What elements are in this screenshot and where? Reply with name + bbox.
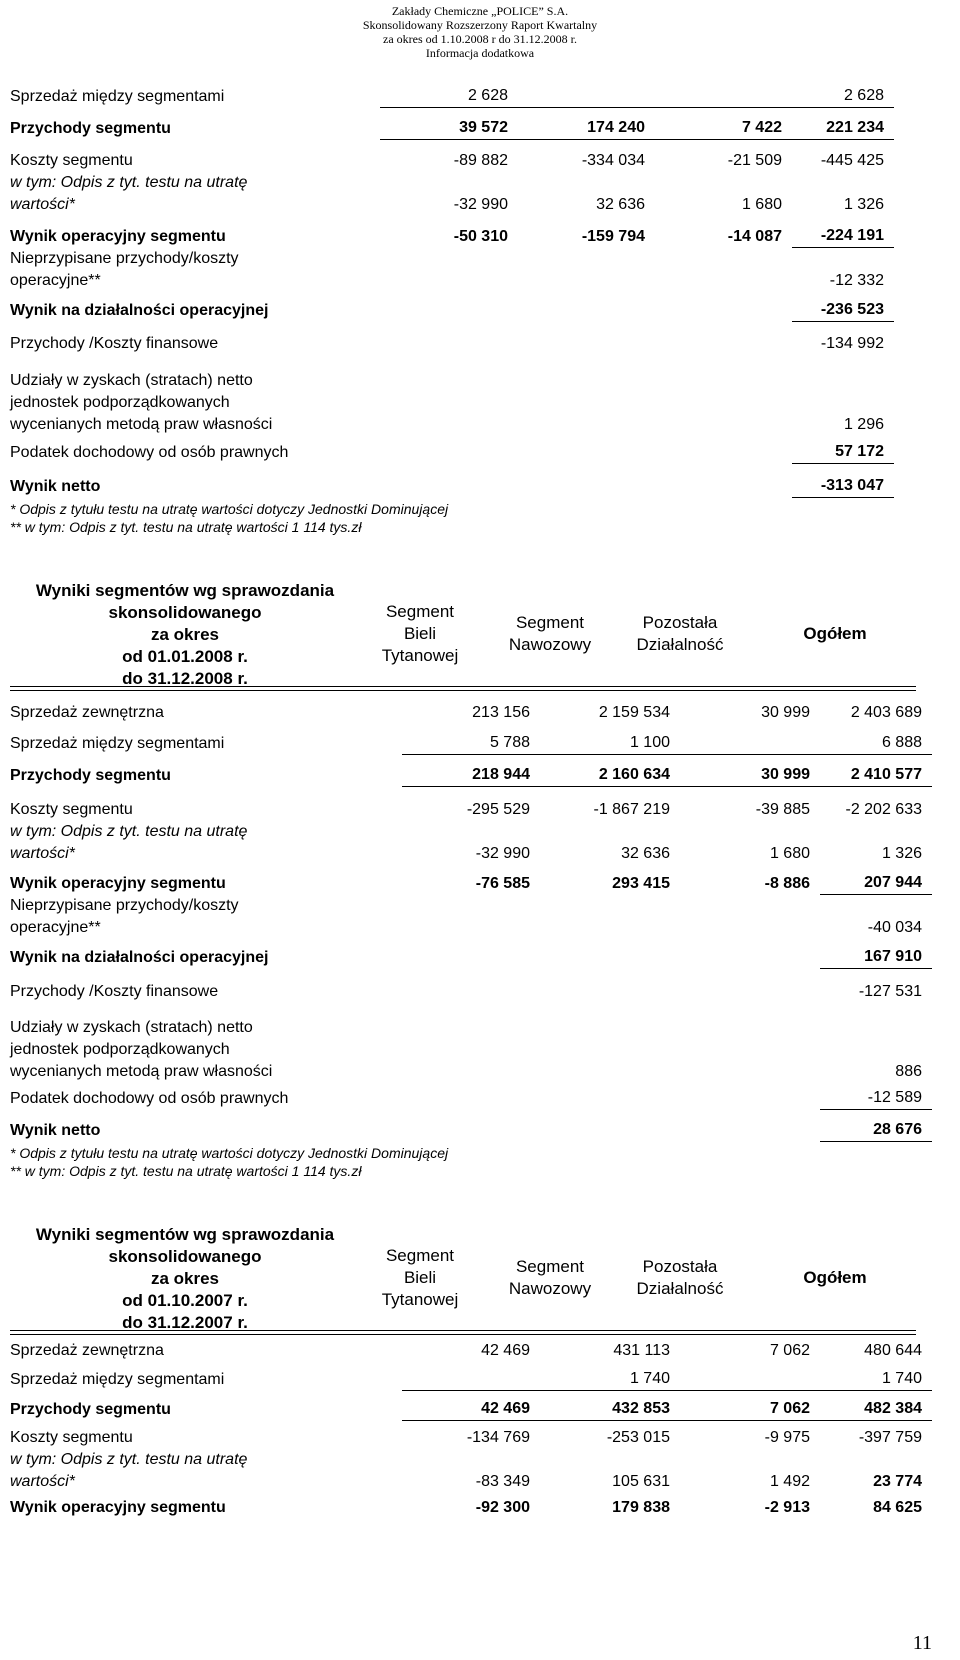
cell-other: 1 680 bbox=[769, 845, 810, 862]
row-label: w tym: Odpis z tyt. testu na utratę bbox=[10, 823, 248, 840]
col-header-line: Działalność bbox=[636, 1279, 724, 1298]
row-label: Nieprzypisane przychody/koszty bbox=[10, 897, 239, 914]
col-header-line: Segment bbox=[385, 602, 455, 621]
footnote: * Odpis z tytułu testu na utratę wartości dotyczy Jednostki Dominującej bbox=[10, 1145, 449, 1161]
row-label: Przychody segmentu bbox=[10, 767, 171, 784]
cell-total: 886 bbox=[895, 1063, 922, 1080]
footnote: ** w tym: Odpis z tyt. testu na utratę wartości 1 114 tys.zł bbox=[10, 1163, 362, 1179]
cell-fertilizer bbox=[518, 107, 655, 108]
cell-fertilizer: -334 034 bbox=[581, 152, 645, 169]
row-label: Wynik netto bbox=[10, 478, 101, 495]
col-header-line: Segment bbox=[515, 1257, 585, 1276]
col-header-total bbox=[770, 623, 900, 645]
header-divider bbox=[10, 686, 916, 687]
cell-titanium: 39 572 bbox=[380, 117, 518, 140]
table-title bbox=[10, 580, 360, 690]
col-header-line: Tytanowej bbox=[381, 1290, 459, 1309]
row-label: Wynik netto bbox=[10, 1122, 101, 1139]
col-header-line: Działalność bbox=[636, 635, 724, 654]
table-row bbox=[10, 333, 916, 355]
cell-other bbox=[680, 1390, 820, 1391]
cell-fertilizer: 432 853 bbox=[540, 1398, 680, 1421]
row-label: Sprzedaż między segmentami bbox=[10, 1371, 225, 1388]
table-row bbox=[10, 1017, 922, 1083]
title-line: za okres bbox=[150, 625, 220, 644]
table-row bbox=[10, 300, 916, 322]
cell-total: 480 644 bbox=[864, 1342, 922, 1359]
cell-fertilizer: 1 100 bbox=[540, 732, 680, 755]
col-header-line: Bieli bbox=[403, 1268, 437, 1287]
row-label: Przychody /Koszty finansowe bbox=[10, 335, 219, 352]
cell-total: 84 625 bbox=[873, 1499, 922, 1516]
company-name: Zakłady Chemiczne „POLICE” S.A. bbox=[391, 4, 569, 18]
cell-fertilizer: -253 015 bbox=[606, 1429, 670, 1446]
title-line: za okres bbox=[150, 1269, 220, 1288]
cell-other bbox=[680, 754, 820, 755]
table-row bbox=[10, 702, 922, 724]
cell-total: -2 202 633 bbox=[845, 801, 922, 818]
cell-titanium: 218 944 bbox=[402, 764, 540, 787]
cell-other: 7 062 bbox=[769, 1342, 810, 1359]
cell-total: 1 296 bbox=[843, 416, 884, 433]
cell-other: -2 913 bbox=[764, 1499, 810, 1516]
col-header-line: Tytanowej bbox=[381, 646, 459, 665]
page-number: 11 bbox=[912, 1632, 932, 1654]
cell-total: 28 676 bbox=[820, 1119, 932, 1142]
table-title bbox=[10, 1224, 360, 1334]
cell-titanium: -76 585 bbox=[475, 875, 530, 892]
table-row bbox=[10, 1120, 922, 1142]
table-row bbox=[10, 172, 916, 216]
cell-other bbox=[655, 107, 792, 108]
table-row bbox=[10, 1369, 922, 1391]
cell-fertilizer: 32 636 bbox=[621, 845, 670, 862]
cell-total: 482 384 bbox=[820, 1398, 932, 1421]
cell-total: 2 628 bbox=[792, 85, 894, 108]
row-label: wycenianych metodą praw własności bbox=[10, 416, 273, 433]
footnote: * Odpis z tytułu testu na utratę wartości dotyczy Jednostki Dominującej bbox=[10, 501, 449, 517]
cell-total: 167 910 bbox=[820, 946, 932, 969]
row-label: Nieprzypisane przychody/koszty bbox=[10, 250, 239, 267]
cell-other: 1 492 bbox=[769, 1473, 810, 1490]
table-row bbox=[10, 1340, 922, 1362]
cell-other: -14 087 bbox=[727, 228, 782, 245]
cell-total: 2 410 577 bbox=[820, 764, 932, 787]
cell-other: -9 975 bbox=[764, 1429, 810, 1446]
cell-titanium: 2 628 bbox=[380, 85, 518, 108]
cell-fertilizer: 179 838 bbox=[612, 1499, 670, 1516]
title-line: Wyniki segmentów wg sprawozdania bbox=[35, 581, 335, 600]
col-header-line: Nawozowy bbox=[508, 635, 592, 654]
row-label: wycenianych metodą praw własności bbox=[10, 1063, 273, 1080]
row-label: Wynik operacyjny segmentu bbox=[10, 1499, 226, 1516]
row-label: wartości* bbox=[10, 196, 75, 213]
cell-titanium: -89 882 bbox=[453, 152, 508, 169]
row-label: Wynik na działalności operacyjnej bbox=[10, 302, 269, 319]
col-header-line: Pozostała bbox=[642, 1257, 718, 1276]
row-label: Przychody segmentu bbox=[10, 1401, 171, 1418]
table-row bbox=[10, 370, 916, 436]
row-label: wartości* bbox=[10, 845, 75, 862]
row-label: Przychody segmentu bbox=[10, 120, 171, 137]
row-label: Podatek dochodowy od osób prawnych bbox=[10, 1090, 289, 1107]
cell-titanium: 5 788 bbox=[402, 732, 540, 755]
cell-total: -40 034 bbox=[867, 919, 922, 936]
cell-other: -21 509 bbox=[727, 152, 782, 169]
page-header bbox=[0, 4, 960, 60]
cell-titanium: -32 990 bbox=[453, 196, 508, 213]
cell-total: 207 944 bbox=[820, 872, 932, 895]
table-row bbox=[10, 733, 922, 755]
cell-total: 6 888 bbox=[820, 732, 932, 755]
cell-total: -127 531 bbox=[858, 983, 922, 1000]
report-title: Skonsolidowany Rozszerzony Raport Kwartalny bbox=[362, 18, 598, 32]
row-label: Koszty segmentu bbox=[10, 801, 133, 818]
cell-fertilizer: 105 631 bbox=[612, 1473, 670, 1490]
table-row bbox=[10, 118, 916, 140]
cell-titanium: -92 300 bbox=[475, 1499, 530, 1516]
cell-fertilizer: 293 415 bbox=[612, 875, 670, 892]
table-row bbox=[10, 1427, 922, 1449]
header-divider bbox=[10, 1330, 916, 1331]
cell-fertilizer: 1 740 bbox=[540, 1368, 680, 1391]
table-row bbox=[10, 1497, 922, 1519]
title-line: do 31.12.2007 r. bbox=[122, 1313, 248, 1332]
col-header-fertilizer bbox=[480, 612, 620, 656]
cell-total: 2 403 689 bbox=[850, 704, 922, 721]
cell-fertilizer: 32 636 bbox=[596, 196, 645, 213]
table-row bbox=[10, 1449, 922, 1493]
cell-total: -445 425 bbox=[820, 152, 884, 169]
table-row bbox=[10, 150, 916, 172]
row-label: Udziały w zyskach (stratach) netto bbox=[10, 372, 253, 389]
row-label: Koszty segmentu bbox=[10, 1429, 133, 1446]
table-row bbox=[10, 248, 916, 292]
title-line: skonsolidowanego bbox=[108, 1247, 262, 1266]
cell-total: -397 759 bbox=[858, 1429, 922, 1446]
cell-fertilizer: 2 159 534 bbox=[598, 704, 670, 721]
col-header-fertilizer bbox=[480, 1256, 620, 1300]
cell-titanium: -50 310 bbox=[453, 228, 508, 245]
cell-titanium: 42 469 bbox=[481, 1342, 530, 1359]
row-label: Podatek dochodowy od osób prawnych bbox=[10, 444, 289, 461]
col-header-line: Bieli bbox=[403, 624, 437, 643]
cell-fertilizer: 431 113 bbox=[613, 1342, 670, 1359]
table-row bbox=[10, 442, 916, 464]
cell-other: 7 422 bbox=[655, 117, 792, 140]
cell-total: -236 523 bbox=[792, 299, 894, 322]
row-label: w tym: Odpis z tyt. testu na utratę bbox=[10, 174, 248, 191]
table-row bbox=[10, 895, 922, 939]
cell-total: 1 326 bbox=[843, 196, 884, 213]
col-header-line: Segment bbox=[385, 1246, 455, 1265]
cell-total: -134 992 bbox=[820, 335, 884, 352]
row-label: Sprzedaż między segmentami bbox=[10, 735, 225, 752]
row-label: w tym: Odpis z tyt. testu na utratę bbox=[10, 1451, 248, 1468]
cell-other: -8 886 bbox=[764, 875, 810, 892]
row-label: Udziały w zyskach (stratach) netto bbox=[10, 1019, 253, 1036]
cell-fertilizer: 174 240 bbox=[518, 117, 655, 140]
table-row bbox=[10, 873, 922, 895]
cell-other: 1 680 bbox=[741, 196, 782, 213]
table-row bbox=[10, 821, 922, 865]
title-line: skonsolidowanego bbox=[108, 603, 262, 622]
title-line: od 01.10.2007 r. bbox=[122, 1291, 248, 1310]
cell-total: 23 774 bbox=[873, 1473, 922, 1490]
header-divider bbox=[10, 690, 916, 691]
title-line: do 31.12.2008 r. bbox=[122, 669, 248, 688]
row-label: Sprzedaż między segmentami bbox=[10, 88, 225, 105]
cell-other: 30 999 bbox=[761, 704, 810, 721]
cell-titanium: -32 990 bbox=[475, 845, 530, 862]
row-label: Wynik operacyjny segmentu bbox=[10, 228, 226, 245]
col-header-other bbox=[610, 1256, 750, 1300]
table-row bbox=[10, 476, 916, 498]
cell-total: 1 740 bbox=[820, 1368, 932, 1391]
row-label: Sprzedaż zewnętrzna bbox=[10, 1342, 164, 1359]
table-row bbox=[10, 799, 922, 821]
cell-titanium: 42 469 bbox=[402, 1398, 540, 1421]
cell-titanium: -83 349 bbox=[475, 1473, 530, 1490]
row-label: Wynik na działalności operacyjnej bbox=[10, 949, 269, 966]
cell-fertilizer: -1 867 219 bbox=[593, 801, 670, 818]
col-header-titanium bbox=[350, 1245, 490, 1311]
footnote: ** w tym: Odpis z tyt. testu na utratę wartości 1 114 tys.zł bbox=[10, 519, 362, 535]
table-row bbox=[10, 765, 922, 787]
table-row bbox=[10, 226, 916, 248]
title-line: Wyniki segmentów wg sprawozdania bbox=[35, 1225, 335, 1244]
row-label: operacyjne** bbox=[10, 919, 101, 936]
cell-total: -224 191 bbox=[792, 225, 894, 248]
header-divider bbox=[10, 1334, 916, 1335]
col-header-other bbox=[610, 612, 750, 656]
cell-titanium: -295 529 bbox=[466, 801, 530, 818]
col-header-line: Ogółem bbox=[803, 624, 867, 643]
cell-titanium: -134 769 bbox=[466, 1429, 530, 1446]
row-label: Sprzedaż zewnętrzna bbox=[10, 704, 164, 721]
cell-titanium: 213 156 bbox=[472, 704, 530, 721]
cell-total: 1 326 bbox=[881, 845, 922, 862]
row-label: jednostek podporządkowanych bbox=[10, 1041, 230, 1058]
col-header-line: Nawozowy bbox=[508, 1279, 592, 1298]
cell-titanium bbox=[402, 1390, 540, 1391]
cell-other: -39 885 bbox=[755, 801, 810, 818]
col-header-line: Pozostała bbox=[642, 613, 718, 632]
cell-other: 7 062 bbox=[680, 1398, 820, 1421]
table-row bbox=[10, 947, 922, 969]
col-header-line: Segment bbox=[515, 613, 585, 632]
table-row bbox=[10, 981, 922, 1003]
table-row bbox=[10, 86, 916, 108]
cell-other: 30 999 bbox=[680, 764, 820, 787]
row-label: operacyjne** bbox=[10, 272, 101, 289]
cell-total: -12 589 bbox=[820, 1087, 932, 1110]
table-row bbox=[10, 1088, 922, 1110]
report-period: za okres od 1.10.2008 r do 31.12.2008 r. bbox=[383, 32, 577, 46]
row-label: wartości* bbox=[10, 1473, 75, 1490]
cell-total: 57 172 bbox=[792, 441, 894, 464]
row-label: Wynik operacyjny segmentu bbox=[10, 875, 226, 892]
table-row bbox=[10, 1399, 922, 1421]
row-label: Przychody /Koszty finansowe bbox=[10, 983, 219, 1000]
cell-total: -12 332 bbox=[829, 272, 884, 289]
row-label: jednostek podporządkowanych bbox=[10, 394, 230, 411]
row-label: Koszty segmentu bbox=[10, 152, 133, 169]
cell-total: 221 234 bbox=[792, 117, 894, 140]
cell-fertilizer: -159 794 bbox=[581, 228, 645, 245]
col-header-line: Ogółem bbox=[803, 1268, 867, 1287]
col-header-total bbox=[770, 1267, 900, 1289]
col-header-titanium bbox=[350, 601, 490, 667]
cell-fertilizer: 2 160 634 bbox=[540, 764, 680, 787]
cell-total: -313 047 bbox=[792, 475, 894, 498]
section-title: Informacja dodatkowa bbox=[425, 46, 535, 60]
title-line: od 01.01.2008 r. bbox=[122, 647, 248, 666]
